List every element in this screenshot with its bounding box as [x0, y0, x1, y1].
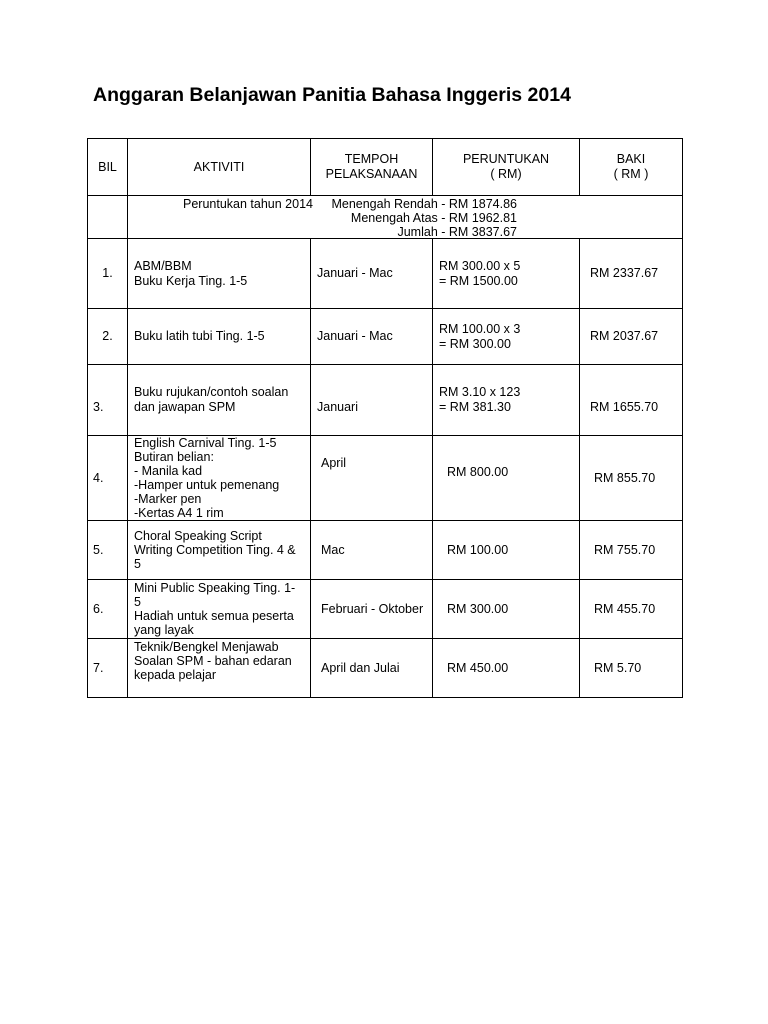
row-tempoh: Januari - Mac	[311, 309, 433, 365]
header-tempoh: TEMPOH PELAKSANAAN	[311, 139, 433, 196]
row-peruntukan: RM 450.00	[433, 639, 580, 698]
allocation-label: Peruntukan tahun 2014	[183, 197, 313, 211]
row-tempoh: April dan Julai	[311, 639, 433, 698]
allocation-cell	[128, 196, 683, 239]
allocation-bil-cell	[88, 196, 128, 239]
row-bil: 3.	[88, 365, 128, 436]
row-bil: 6.	[88, 580, 128, 639]
row-bil: 7.	[88, 639, 128, 698]
header-aktiviti: AKTIVITI	[128, 139, 311, 196]
row-aktiviti: Mini Public Speaking Ting. 1- 5 Hadiah untuk semua peserta yang layak	[128, 580, 311, 639]
row-peruntukan: RM 3.10 x 123 = RM 381.30	[433, 365, 580, 436]
row-tempoh: April	[311, 436, 433, 521]
allocation-line-atas: Menengah Atas - RM 1962.81	[350, 211, 517, 225]
row-peruntukan: RM 300.00 x 5 = RM 1500.00	[433, 239, 580, 309]
table-row	[88, 309, 683, 365]
row-bil: 2.	[88, 309, 128, 365]
allocation-line-rendah: Menengah Rendah - RM 1874.86	[331, 197, 517, 211]
row-baki: RM 1655.70	[580, 365, 683, 436]
row-baki: RM 855.70	[580, 436, 683, 521]
row-aktiviti: Buku latih tubi Ting. 1-5	[128, 309, 311, 365]
row-aktiviti: Teknik/Bengkel Menjawab Soalan SPM - bahan edaran kepada pelajar	[128, 639, 311, 698]
row-baki: RM 455.70	[580, 580, 683, 639]
header-bil: BIL	[88, 139, 128, 196]
row-aktiviti: ABM/BBM Buku Kerja Ting. 1-5	[128, 239, 311, 309]
table-row	[88, 436, 683, 521]
allocation-row	[88, 196, 683, 239]
row-baki: RM 5.70	[580, 639, 683, 698]
row-bil: 4.	[88, 436, 128, 521]
budget-table	[87, 138, 683, 698]
row-baki: RM 2337.67	[580, 239, 683, 309]
document-title: Anggaran Belanjawan Panitia Bahasa Inggeris 2014	[93, 84, 571, 106]
table-header-row	[88, 139, 683, 196]
row-peruntukan: RM 100.00	[433, 521, 580, 580]
table-row	[88, 521, 683, 580]
row-tempoh: Januari	[311, 365, 433, 436]
header-peruntukan: PERUNTUKAN ( RM)	[433, 139, 580, 196]
row-peruntukan: RM 800.00	[433, 436, 580, 521]
row-baki: RM 755.70	[580, 521, 683, 580]
row-tempoh: Januari - Mac	[311, 239, 433, 309]
table-row	[88, 639, 683, 698]
row-tempoh: Februari - Oktober	[311, 580, 433, 639]
table-row	[88, 365, 683, 436]
row-tempoh: Mac	[311, 521, 433, 580]
row-baki: RM 2037.67	[580, 309, 683, 365]
table-row	[88, 580, 683, 639]
row-aktiviti: Buku rujukan/contoh soalan dan jawapan SPM	[128, 365, 311, 436]
row-aktiviti: Choral Speaking Script Writing Competition Ting. 4 & 5	[128, 521, 311, 580]
row-bil: 5.	[88, 521, 128, 580]
header-baki: BAKI ( RM )	[580, 139, 683, 196]
row-aktiviti: English Carnival Ting. 1-5 Butiran belian: - Manila kad -Hamper untuk pemenang -Marker pen -Kertas A4 1 rim	[128, 436, 311, 521]
table-row	[88, 239, 683, 309]
row-peruntukan: RM 100.00 x 3 = RM 300.00	[433, 309, 580, 365]
row-peruntukan: RM 300.00	[433, 580, 580, 639]
allocation-line-jumlah: Jumlah - RM 3837.67	[397, 225, 517, 239]
row-bil: 1.	[88, 239, 128, 309]
